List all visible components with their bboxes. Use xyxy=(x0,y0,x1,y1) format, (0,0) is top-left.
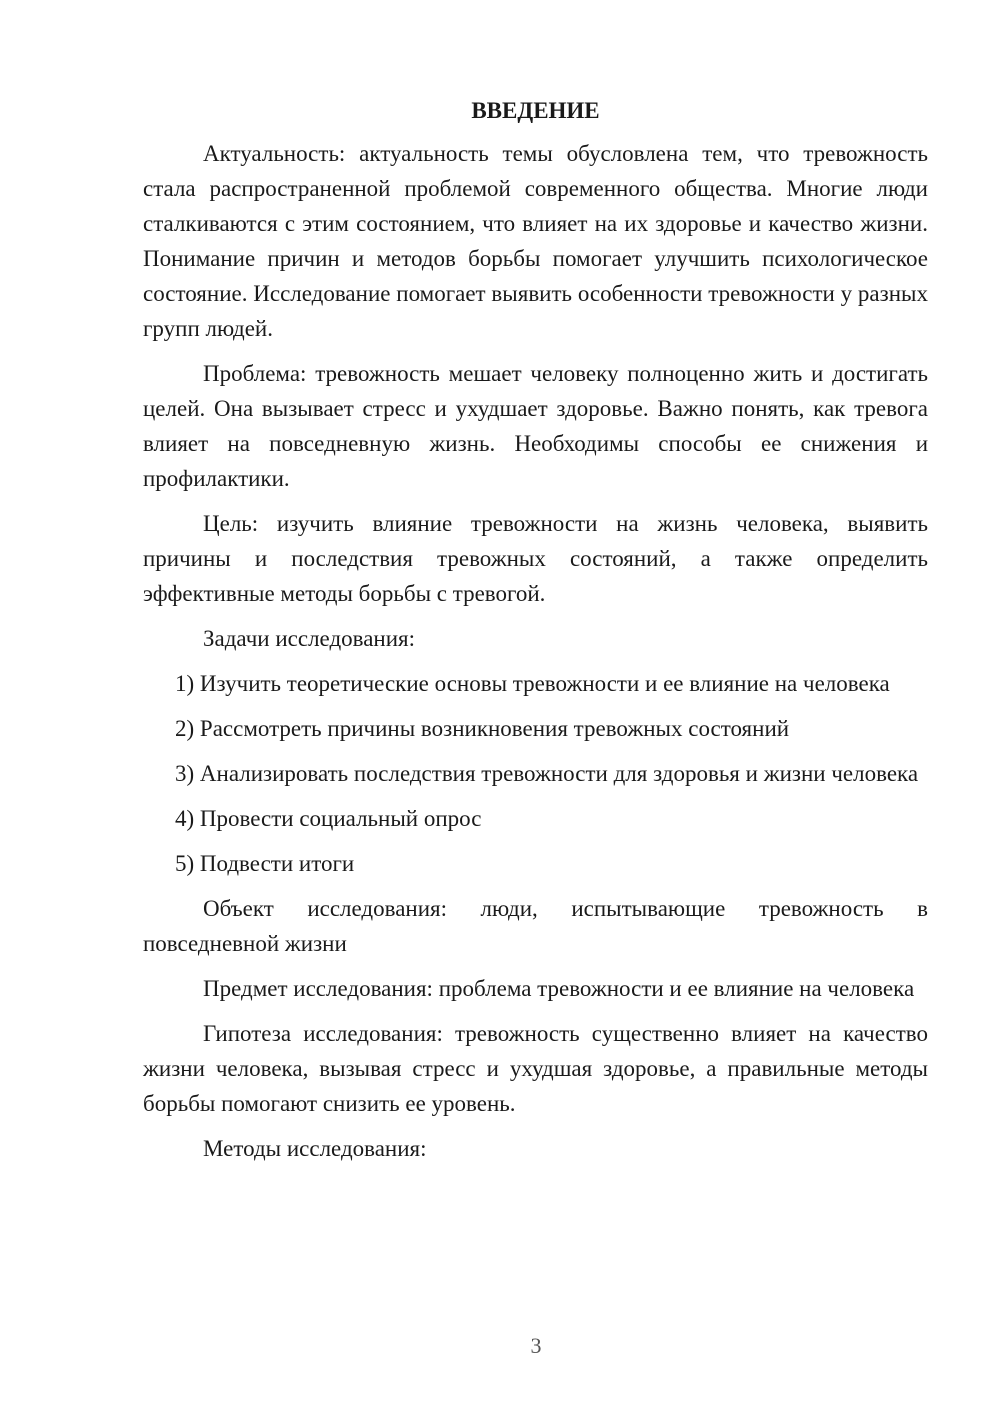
task-item-4: 4) Провести социальный опрос xyxy=(175,806,482,831)
tasks-heading: Задачи исследования: xyxy=(203,626,416,651)
problem-paragraph: Проблема: тревожность мешает человеку полноценно жить и достигать целей. Она вызывает стресс и ухудшает здоровье. Важно понять, как тревога влияет на повседневную жизнь. Необходимы способы ее снижения и профилактики. xyxy=(143,361,928,491)
goal-paragraph: Цель: изучить влияние тревожности на жизнь человека, выявить причины и последствия тревожных состояний, а также определить эффективные методы борьбы с тревогой. xyxy=(143,511,928,606)
task-item-5: 5) Подвести итоги xyxy=(175,851,355,876)
hypothesis-paragraph: Гипотеза исследования: тревожность существенно влияет на качество жизни человека, вызывая стресс и ухудшая здоровье, а правильные методы борьбы помогают снизить ее уровень. xyxy=(143,1021,928,1116)
object-paragraph: Объект исследования: люди, испытывающие тревожность в повседневной жизни xyxy=(143,896,928,956)
relevance-paragraph: Актуальность: актуальность темы обусловлена тем, что тревожность стала распространенной проблемой современного общества. Многие люди сталкиваются с этим состоянием, что влияет на их здоровье и качество жизни. Понимание причин и методов борьбы помогает улучшить психологическое состояние. Исследование помогает выявить особенности тревожности у разных групп людей. xyxy=(143,141,928,341)
task-item-1: 1) Изучить теоретические основы тревожности и ее влияние на человека xyxy=(175,671,890,696)
task-item-3: 3) Анализировать последствия тревожности для здоровья и жизни человека xyxy=(175,761,919,786)
subject-paragraph: Предмет исследования: проблема тревожности и ее влияние на человека xyxy=(203,976,915,1001)
page-title: ВВЕДЕНИЕ xyxy=(471,98,600,123)
methods-heading: Методы исследования: xyxy=(203,1136,427,1161)
task-item-2: 2) Рассмотреть причины возникновения тревожных состояний xyxy=(175,716,790,741)
page-number: 3 xyxy=(530,1333,542,1358)
page-content xyxy=(143,96,928,1176)
